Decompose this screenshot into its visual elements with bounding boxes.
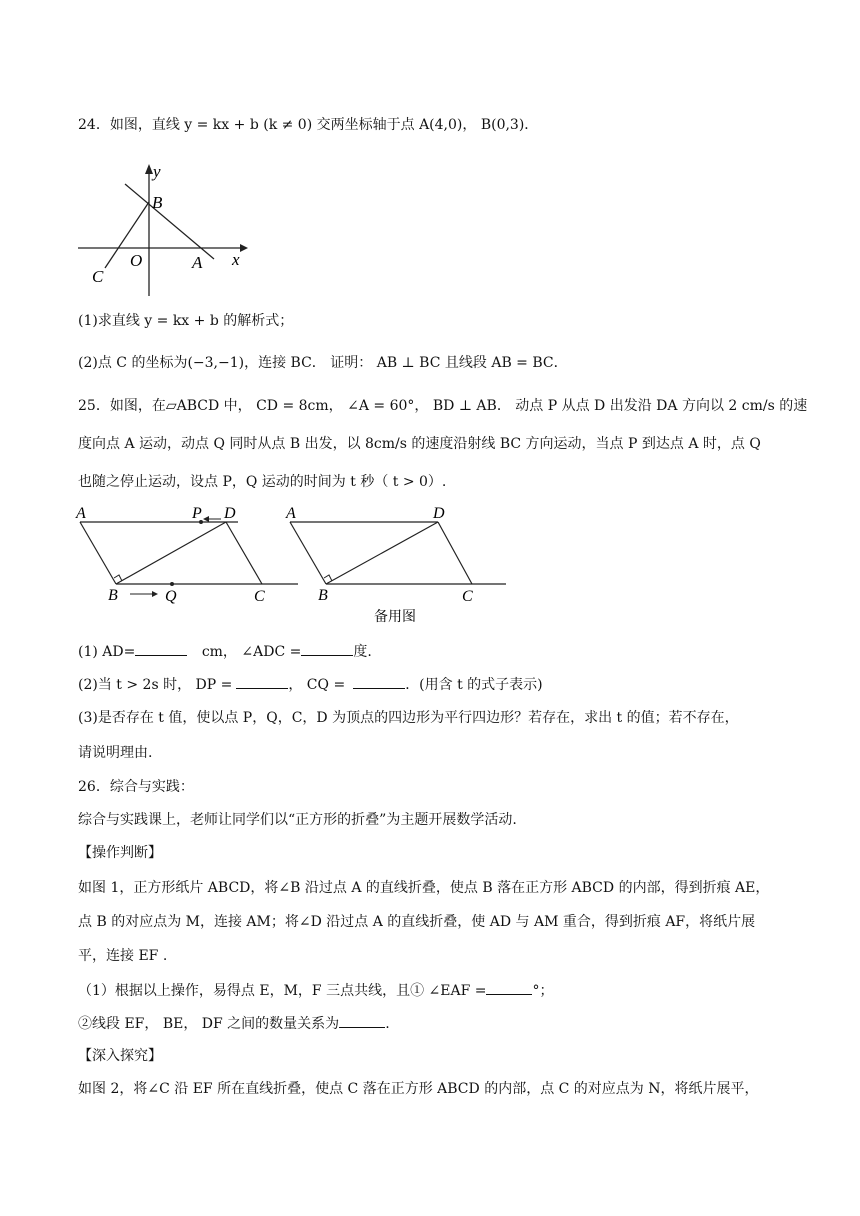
- q25-figure-main: [72, 504, 312, 604]
- q26-para2: 如图 2，将∠C 沿 EF 所在直线折叠，使点 C 落在正方形 ABCD 的内部，点 C 的对应点为 N，将纸片展平，: [78, 1081, 759, 1097]
- q26-title: 26．综合与实践：: [78, 779, 194, 795]
- fig2-a-label: A: [286, 505, 296, 522]
- axis-x-label: x: [232, 250, 240, 269]
- fig2-d-label: D: [433, 505, 445, 522]
- q25-stem-line1: 25．如图，在▱ABCD 中， CD = 8cm， ∠A = 60°， BD ⊥ AB． 动点 P 从点 D 出发沿 DA 方向以 2 cm/s 的速: [78, 398, 808, 414]
- q25-stem-line2: 度向点 A 运动，动点 Q 同时从点 B 出发，以 8cm/s 的速度沿射线 BC 方向运动，当点 P 到达点 A 时，点 Q: [78, 436, 761, 452]
- fig2-caption: 备用图: [374, 609, 416, 625]
- answer-blank-adc[interactable]: [301, 641, 353, 656]
- q26-para1-line2: 点 B 的对应点为 M，连接 AM；将∠D 沿过点 A 的直线折叠，使 AD 与 AM 重合，得到折痕 AF，将纸片展: [78, 914, 756, 930]
- fig1-c-label: C: [254, 588, 265, 604]
- point-a-label: A: [192, 253, 203, 272]
- q26-question1-part2: ②线段 EF， BE， DF 之间的数量关系为 .: [78, 1013, 390, 1034]
- q26-para1-line1: 如图 1，正方形纸片 ABCD，将∠B 沿过点 A 的直线折叠，使点 B 落在正方形 ABCD 的内部，得到折痕 AE，: [78, 880, 770, 896]
- q26-section-operate: 【操作判断】: [78, 845, 162, 861]
- q25-part3-line2: 请说明理由.: [78, 745, 153, 761]
- fig1-d-label: D: [224, 505, 236, 522]
- q25-part2: (2)当 t > 2s 时， DP = ， CQ = ．(用含 t 的式子表示): [78, 674, 543, 695]
- q26-para1-line3: 平，连接 EF .: [78, 948, 168, 964]
- answer-blank-dp[interactable]: [236, 674, 288, 689]
- point-b-label: B: [152, 193, 163, 212]
- axis-y-label: y: [153, 162, 161, 181]
- point-c-label: C: [92, 267, 104, 286]
- q24-figure: [72, 162, 272, 302]
- q24-part1: (1)求直线 y = kx + b 的解析式；: [78, 313, 294, 329]
- origin-label: O: [130, 251, 143, 270]
- fig1-q-label: Q: [165, 588, 177, 604]
- q25-stem-line3: 也随之停止运动，设点 P，Q 运动的时间为 t 秒（ t > 0）.: [78, 474, 447, 490]
- q24-part2: (2)点 C 的坐标为(−3,−1)，连接 BC． 证明： AB ⊥ BC 且线段 AB = BC．: [78, 355, 568, 371]
- fig2-b-label: B: [318, 587, 328, 604]
- q26-question1: （1）根据以上操作，易得点 E，M，F 三点共线，且① ∠EAF = °；: [78, 980, 553, 1001]
- fig2-c-label: C: [462, 588, 473, 605]
- answer-blank-ad[interactable]: [135, 641, 187, 656]
- fig1-b-label: B: [108, 587, 118, 604]
- q25-part1: (1) AD= cm， ∠ADC = 度.: [78, 641, 372, 662]
- q25-part3-line1: (3)是否存在 t 值，使以点 P，Q，C，D 为顶点的四边形为平行四边形？若存在，求出 t 的值；若不存在，: [78, 710, 739, 726]
- q25-figure-spare: [282, 504, 522, 634]
- answer-blank-cq[interactable]: [353, 674, 405, 689]
- q26-intro: 综合与实践课上，老师让同学们以“正方形的折叠”为主题开展数学活动.: [78, 812, 517, 828]
- fig1-p-label: P: [192, 505, 202, 522]
- q26-section-explore: 【深入探究】: [78, 1048, 162, 1064]
- answer-blank-eaf[interactable]: [486, 980, 532, 995]
- answer-blank-relation[interactable]: [339, 1013, 385, 1028]
- q24-stem: 24．如图，直线 y = kx + b (k ≠ 0) 交两坐标轴于点 A(4,0)， B(0,3)．: [78, 117, 539, 133]
- fig1-a-label: A: [76, 505, 86, 522]
